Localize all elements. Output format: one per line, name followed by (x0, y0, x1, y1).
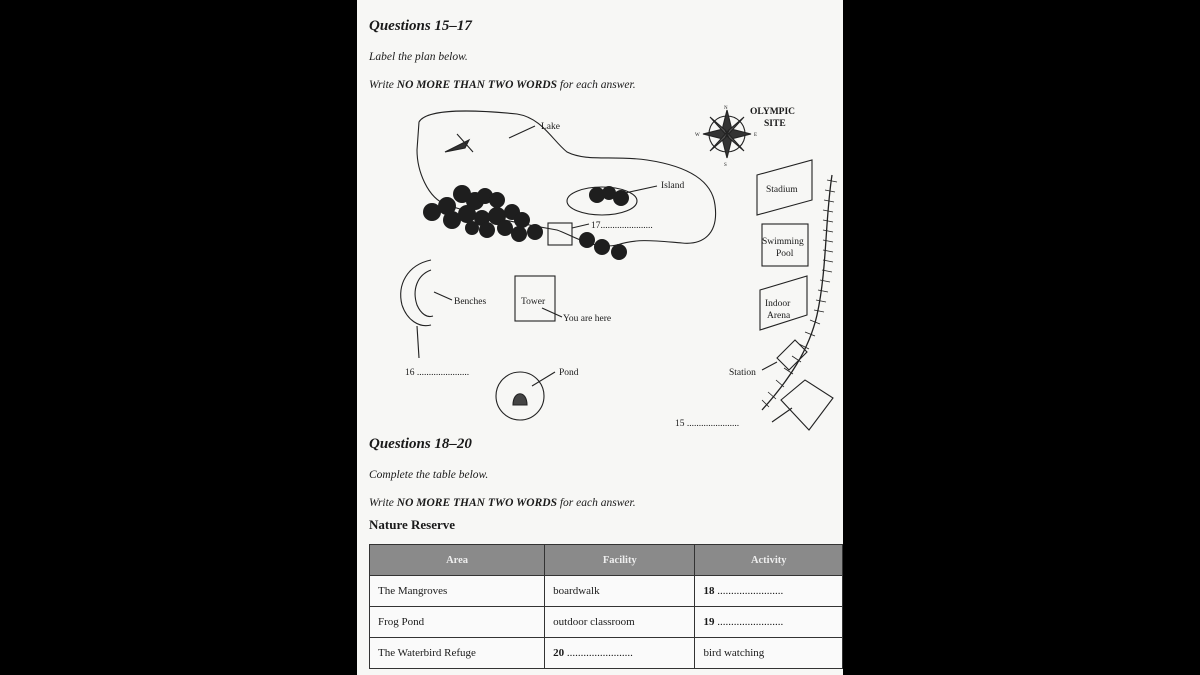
lake-outline (417, 111, 716, 246)
cell-area: The Mangroves (370, 576, 545, 607)
header-activity: Activity (695, 545, 843, 576)
compass-icon (703, 110, 751, 158)
olympic-site-plan (357, 100, 843, 435)
instruction-label-plan: Label the plan below. (369, 51, 468, 63)
compass-s: S (724, 163, 727, 168)
indoor-arena-label-2: Arena (767, 311, 791, 321)
instruction-word-limit: Write NO MORE THAN TWO WORDS for each answer. (369, 79, 636, 91)
you-are-here-label: You are here (563, 314, 612, 324)
compass-e: E (754, 133, 758, 138)
header-facility: Facility (545, 545, 695, 576)
nature-reserve-table (369, 544, 843, 669)
table-header-row (370, 545, 843, 576)
cell-activity: bird watching (695, 638, 843, 669)
island-label: Island (661, 181, 685, 191)
instruction-complete-table: Complete the table below. (369, 469, 489, 481)
swimming-pool-label-1: Swimming (762, 237, 804, 247)
cell-facility: outdoor classroom (545, 607, 695, 638)
pond-label: Pond (559, 368, 579, 378)
lake-label: Lake (541, 122, 560, 132)
compass-n: N (724, 106, 728, 111)
table-title: Nature Reserve (369, 517, 456, 532)
olympic-site-title-2: SITE (764, 119, 786, 129)
indoor-arena-label-1: Indoor (765, 299, 791, 309)
swimming-pool-label-2: Pool (776, 249, 794, 259)
tower-label: Tower (521, 297, 546, 307)
building-15-shape (781, 380, 833, 430)
blank-15: 15 ...................... (675, 419, 740, 429)
table-row (370, 576, 843, 607)
questions-18-20-title: Questions 18–20 (369, 436, 472, 452)
cell-facility-blank-20[interactable]: 20 ........................ (545, 638, 695, 669)
worksheet-page (357, 0, 843, 675)
blank-16: 16 ...................... (405, 368, 470, 378)
olympic-site-title-1: OLYMPIC (750, 107, 796, 117)
table-row (370, 638, 843, 669)
compass-w: W (695, 133, 700, 138)
cell-activity-blank-18[interactable]: 18 ........................ (695, 576, 843, 607)
table-row (370, 607, 843, 638)
benches-label: Benches (454, 297, 487, 307)
cell-area: The Waterbird Refuge (370, 638, 545, 669)
blank-17: 17...................... (591, 221, 653, 231)
header-area: Area (370, 545, 545, 576)
canoe-icon (445, 140, 469, 152)
cell-activity-blank-19[interactable]: 19 ........................ (695, 607, 843, 638)
building-17-box (548, 223, 572, 245)
questions-15-17-title: Questions 15–17 (369, 18, 472, 34)
station-label: Station (729, 368, 756, 378)
instruction-word-limit-2: Write NO MORE THAN TWO WORDS for each answer. (369, 497, 636, 509)
cell-facility: boardwalk (545, 576, 695, 607)
stadium-label: Stadium (766, 185, 798, 195)
cell-area: Frog Pond (370, 607, 545, 638)
